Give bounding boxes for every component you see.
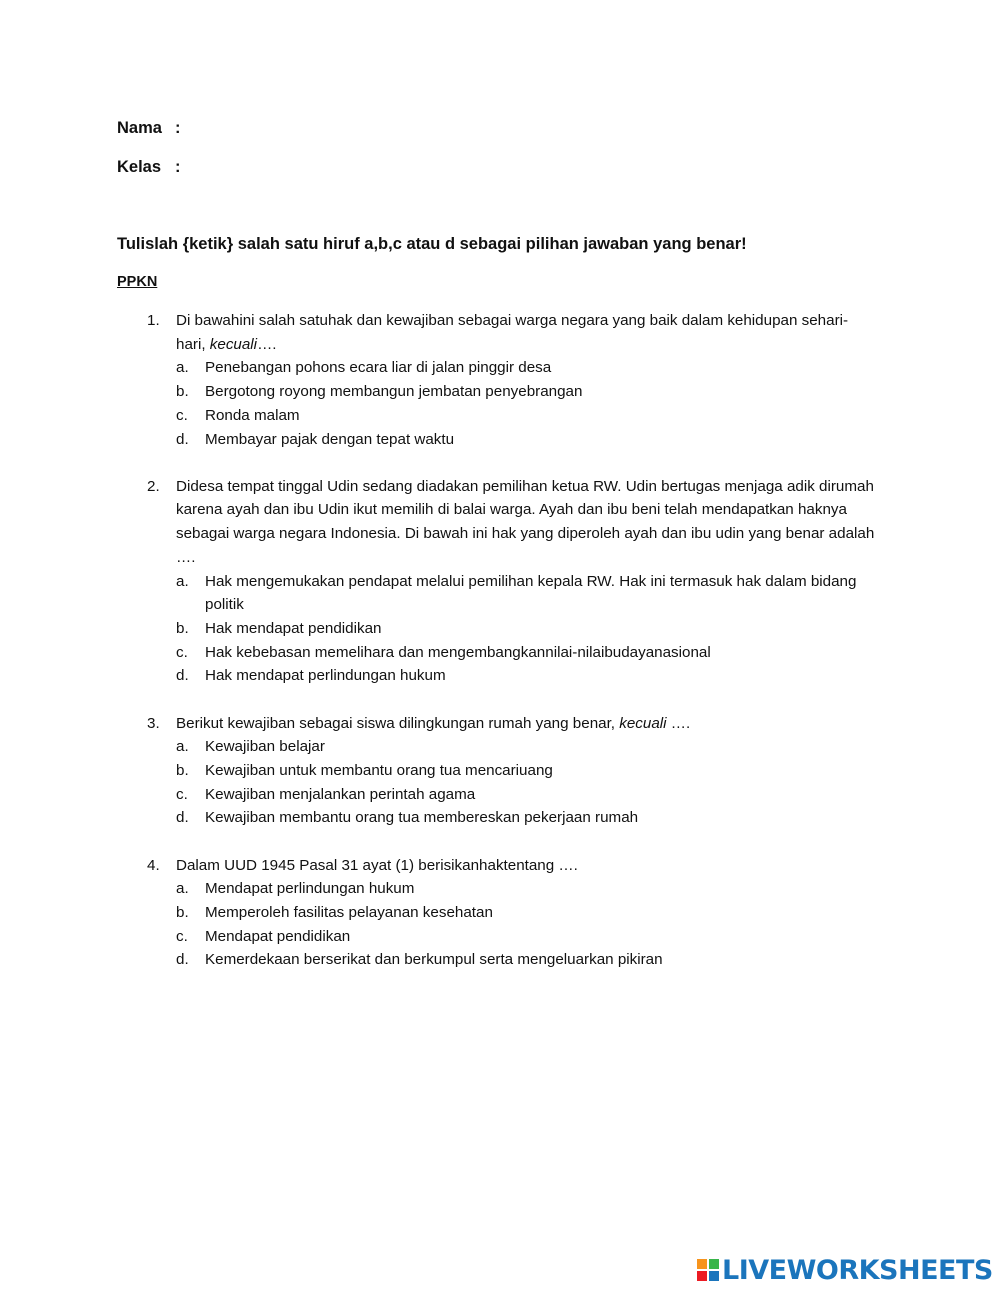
option-letter: a. <box>176 359 189 377</box>
option-letter: c. <box>176 785 188 803</box>
question-2 <box>147 475 877 688</box>
option-letter: d. <box>176 809 189 827</box>
option-text: Kewajiban belajar <box>205 738 325 756</box>
option-text: Kewajiban untuk membantu orang tua mencariuang <box>205 761 553 779</box>
name-field <box>117 119 181 138</box>
logo-block <box>709 1271 719 1281</box>
question-text: Didesa tempat tinggal Udin sedang diadakan pemilihan ketua RW. Udin bertugas menjaga adik dirumah karena ayah dan ibu Udin ikut memilih di balai warga. Ayah dan ibu beni telah mendapatkan haknya sebagai warga negara Indonesia. Di bawah ini hak yang diperoleh ayah dan ibu udin yang benar adalah …. <box>176 477 875 566</box>
class-label: Kelas <box>117 158 162 176</box>
option-letter: c. <box>176 406 188 424</box>
option-letter: a. <box>176 880 189 898</box>
option-list <box>176 570 877 689</box>
option-text: Kemerdekaan berserikat dan berkumpul serta mengeluarkan pikiran <box>205 951 663 969</box>
option-letter: d. <box>176 430 189 448</box>
logo-block <box>697 1259 707 1269</box>
option-text: Membayar pajak dengan tepat waktu <box>205 430 455 448</box>
option-a <box>176 356 877 380</box>
name-colon: : <box>175 119 181 137</box>
question-number: 2. <box>147 477 160 495</box>
option-text: Mendapat perlindungan hukum <box>205 880 415 898</box>
option-list <box>176 877 877 972</box>
question-number: 3. <box>147 714 160 732</box>
option-d <box>176 948 877 972</box>
option-text: Bergotong royong membangun jembatan penyebrangan <box>205 383 583 401</box>
question-number: 1. <box>147 312 160 329</box>
question-emphasis: kecuali <box>619 714 667 732</box>
option-letter: c. <box>176 927 188 945</box>
option-letter: d. <box>176 667 189 685</box>
option-text: Hak mengemukakan pendapat melalui pemilihan kepala RW. Hak ini termasuk hak dalam bidang politik <box>205 572 857 614</box>
question-emphasis: kecuali <box>209 335 258 353</box>
option-text: Kewajiban membantu orang tua membereskan pekerjaan rumah <box>205 809 639 827</box>
class-colon: : <box>175 158 181 176</box>
option-b <box>176 759 877 783</box>
question-text: Dalam UUD 1945 Pasal 31 ayat (1) berisikanhaktentang …. <box>176 856 578 874</box>
option-list <box>176 735 877 830</box>
logo-block <box>709 1259 719 1269</box>
question-number: 4. <box>147 856 160 874</box>
question-4 <box>147 854 877 973</box>
option-a <box>176 735 877 759</box>
logo-blocks-icon <box>697 1259 719 1281</box>
liveworksheets-logo <box>697 1254 993 1286</box>
option-text: Penebangan pohons ecara liar di jalan pinggir desa <box>205 359 552 377</box>
option-text: Mendapat pendidikan <box>205 927 351 945</box>
option-d <box>176 428 877 452</box>
question-list <box>147 309 877 996</box>
question-1 <box>147 309 877 451</box>
option-letter: d. <box>176 951 189 969</box>
option-b <box>176 380 877 404</box>
option-b <box>176 617 877 641</box>
subject-heading: PPKN <box>117 274 158 290</box>
option-letter: c. <box>176 643 188 661</box>
option-text: Ronda malam <box>205 406 300 424</box>
option-c <box>176 925 877 949</box>
option-a <box>176 877 877 901</box>
instruction-text: Tulislah {ketik} salah satu hiruf a,b,c atau d sebagai pilihan jawaban yang benar! <box>117 235 747 253</box>
question-text: Di bawahini salah satuhak dan kewajiban sebagai warga negara yang baik dalam kehidupan sehari-hari, kecuali…. <box>176 312 849 353</box>
class-field <box>117 158 181 177</box>
option-text: Memperoleh fasilitas pelayanan kesehatan <box>205 903 493 921</box>
option-a <box>176 570 877 617</box>
question-text: Berikut kewajiban sebagai siswa dilingkungan rumah yang benar, kecuali …. <box>176 714 691 732</box>
logo-block <box>697 1271 707 1281</box>
option-text: Hak mendapat perlindungan hukum <box>205 667 446 685</box>
option-d <box>176 664 877 688</box>
option-c <box>176 404 877 428</box>
option-text: Hak mendapat pendidikan <box>205 619 382 637</box>
question-3 <box>147 712 877 831</box>
option-text: Kewajiban menjalankan perintah agama <box>205 785 476 803</box>
name-label: Nama <box>117 119 162 137</box>
option-d <box>176 806 877 830</box>
option-c <box>176 783 877 807</box>
option-letter: a. <box>176 572 189 590</box>
option-text: Hak kebebasan memelihara dan mengembangkannilai-nilaibudayanasional <box>205 643 711 661</box>
option-letter: b. <box>176 619 189 637</box>
option-letter: b. <box>176 903 189 921</box>
option-c <box>176 641 877 665</box>
option-letter: a. <box>176 738 189 756</box>
option-list <box>176 356 877 451</box>
option-letter: b. <box>176 761 189 779</box>
option-b <box>176 901 877 925</box>
logo-text: LIVEWORKSHEETS <box>722 1254 993 1286</box>
option-letter: b. <box>176 383 189 401</box>
